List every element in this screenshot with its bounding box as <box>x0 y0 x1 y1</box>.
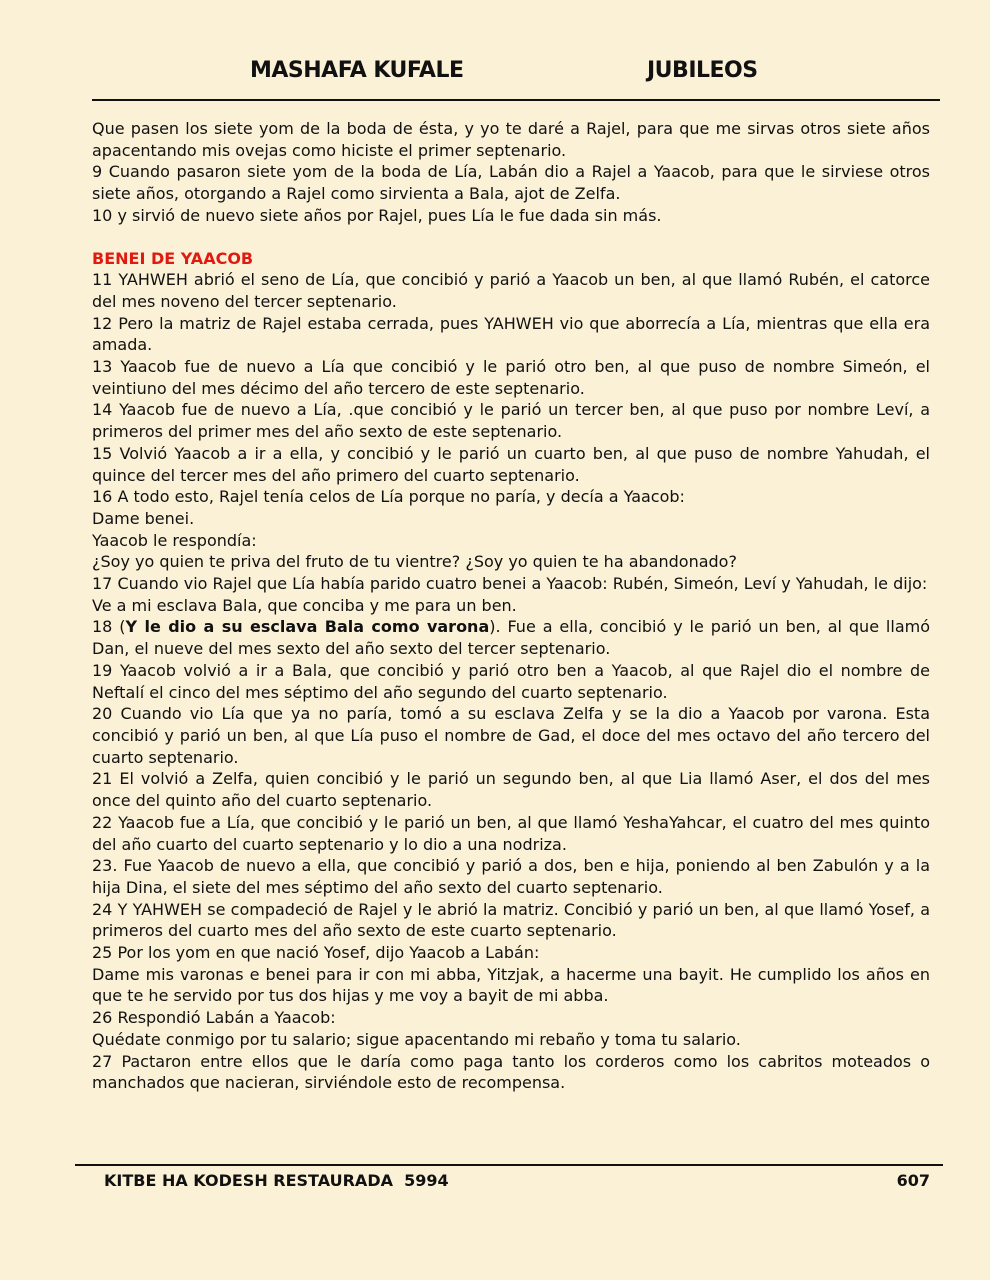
paragraph: 26 Respondió Labán a Yaacob: <box>92 1008 336 1028</box>
paragraph: 14 Yaacob fue de nuevo a Lía, .que concibió y le parió un tercer ben, al que puso por nombre Leví, a primeros del primer mes del año sexto de este septenario. <box>92 400 930 442</box>
paragraph: Ve a mi esclava Bala, que conciba y me para un ben. <box>92 595 517 615</box>
page-number: 607 <box>896 1171 930 1190</box>
paragraph <box>92 616 930 659</box>
header-book-subtitle: JUBILEOS <box>647 58 758 83</box>
paragraph: 16 A todo esto, Rajel tenía celos de Lía porque no paría, y decía a Yaacob: <box>92 487 685 507</box>
paragraph: 9 Cuando pasaron siete yom de la boda de Lía, Labán dio a Rajel a Yaacob, para que le sirviese otros siete años, otorgando a Rajel como sirvienta a Bala, ajot de Zelfa. <box>92 162 930 204</box>
paragraph: Dame benei. <box>92 508 195 528</box>
paragraph: Dame mis varonas e benei para ir con mi abba, Yitzjak, a hacerme una bayit. He cumplido los años en que te he servido por tus dos hijas y me voy a bayit de mi abba. <box>92 964 930 1006</box>
section-title: BENEI DE YAACOB <box>92 248 254 268</box>
footer-divider <box>75 1164 943 1166</box>
paragraph: 11 YAHWEH abrió el seno de Lía, que concibió y parió a Yaacob un ben, al que llamó Rubén, el catorce del mes noveno del tercer septenario. <box>92 270 930 311</box>
footer-publication: KITBE HA KODESH RESTAURADA 5994 <box>104 1171 449 1190</box>
paragraph: 25 Por los yom en que nació Yosef, dijo Yaacob a Labán: <box>92 943 540 963</box>
paragraph: 19 Yaacob volvió a ir a Bala, que concibió y parió otro ben a Yaacob, al que Rajel dio el nombre de Neftalí el cinco del mes séptimo del año segundo del cuarto septenario. <box>92 660 930 702</box>
paragraph: ¿Soy yo quien te priva del fruto de tu vientre? ¿Soy yo quien te ha abandonado? <box>92 552 737 572</box>
paragraph: 27 Pactaron entre ellos que le daría como paga tanto los corderos como los cabritos moteados o manchados que nacieran, sirviéndole esto de recompensa. <box>92 1051 930 1093</box>
page-footer <box>104 1171 930 1190</box>
paragraph: 22 Yaacob fue a Lía, que concibió y le parió un ben, al que llamó YeshaYahcar, el cuatro del mes quinto del año cuarto del cuarto septenario y lo dio a una nodriza. <box>92 812 930 854</box>
paragraph: Quédate conmigo por tu salario; sigue apacentando mi rebaño y toma tu salario. <box>92 1029 741 1049</box>
paragraph: 17 Cuando vio Rajel que Lía había parido cuatro benei a Yaacob: Rubén, Simeón, Leví y Yahudah, le dijo: <box>92 574 928 594</box>
paragraph: Yaacob le respondía: <box>92 530 257 550</box>
paragraph: 23. Fue Yaacob de nuevo a ella, que concibió y parió a dos, ben e hija, poniendo al ben Zabulón y a la hija Dina, el siete del mes séptimo del año sexto del cuarto septenario. <box>92 856 930 897</box>
paragraph-text: 18 ( <box>92 617 126 637</box>
spacer <box>92 227 930 248</box>
paragraph: 13 Yaacob fue de nuevo a Lía que concibió y le parió otro ben, al que puso de nombre Simeón, el veintiuno del mes décimo del año tercero de este septenario. <box>92 357 930 398</box>
paragraph-text: ). Fue a ella, concibió y le parió un ben, al que llamó Dan, el nueve del mes sexto del año sexto del tercer septenario. <box>92 617 931 659</box>
page-body <box>92 118 930 1094</box>
page-header <box>92 58 940 92</box>
paragraph: 10 y sirvió de nuevo siete años por Rajel, pues Lía le fue dada sin más. <box>92 205 662 225</box>
paragraph: 12 Pero la matriz de Rajel estaba cerrada, pues YAHWEH vio que aborrecía a Lía, mientras que ella era amada. <box>92 313 930 355</box>
paragraph: 21 El volvió a Zelfa, quien concibió y le parió un segundo ben, al que Lia llamó Aser, el dos del mes once del quinto año del cuarto septenario. <box>92 769 930 811</box>
emphasized-text: Y le dio a su esclava Bala como varona <box>125 617 490 637</box>
paragraph: 15 Volvió Yaacob a ir a ella, y concibió y le parió un cuarto ben, al que puso de nombre Yahudah, el quince del tercer mes del año primero del cuarto septenario. <box>92 443 930 485</box>
header-book-title: MASHAFA KUFALE <box>250 58 464 83</box>
paragraph: Que pasen los siete yom de la boda de ésta, y yo te daré a Rajel, para que me sirvas otros siete años apacentando mis ovejas como hiciste el primer septenario. <box>92 119 930 160</box>
header-divider <box>92 99 940 101</box>
paragraph: 20 Cuando vio Lía que ya no paría, tomó a su esclava Zelfa y se la dio a Yaacob por varona. Esta concibió y parió un ben, al que Lía puso el nombre de Gad, el doce del mes octavo del año tercero del cuarto septenario. <box>92 704 930 767</box>
paragraph: 24 Y YAHWEH se compadeció de Rajel y le abrió la matriz. Concibió y parió un ben, al que llamó Yosef, a primeros del cuarto mes del año sexto de este cuarto septenario. <box>92 899 930 941</box>
